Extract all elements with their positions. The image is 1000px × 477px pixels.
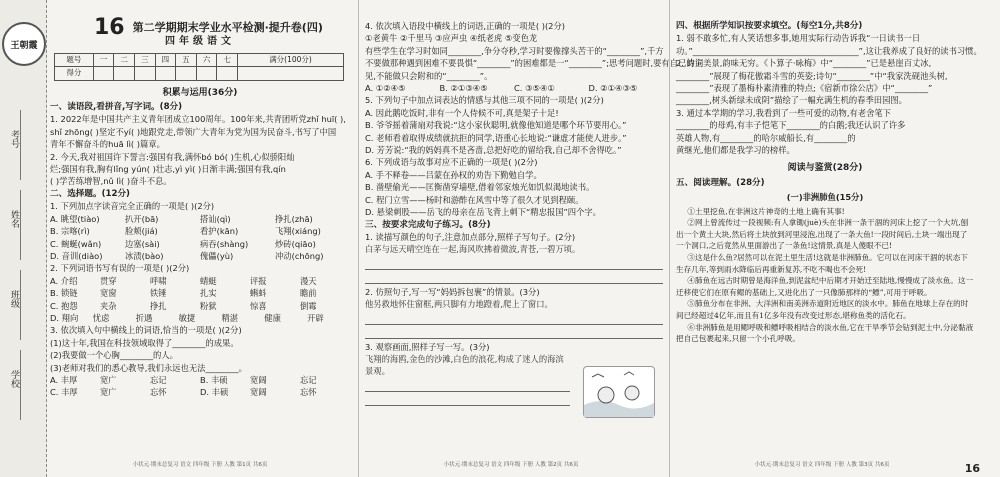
option-row	[50, 250, 350, 262]
header-cell: 五	[176, 53, 197, 66]
header-cell: 一	[93, 53, 114, 66]
question-text: B. 凿壁偷光——匡衡凿穿墙壁,借着邻家烛光如饥似渴地读书。	[365, 182, 595, 193]
question-text: 3. 通过本学期的学习,我看到了一些可爱的动物,有老舍笔下	[676, 107, 891, 118]
question-text: (2)我要做一个心胸________的人。	[50, 350, 178, 361]
answer-line[interactable]	[365, 380, 570, 392]
character-head	[625, 386, 639, 400]
divider	[20, 270, 21, 340]
option-item: A. 眺望(tiào)	[50, 213, 100, 224]
question-heading: 五、阅读理解。(28分)	[676, 177, 765, 188]
question-text: A. 手不释卷——吕蒙在孙权的劝告下勤勉自学。	[365, 169, 542, 180]
answer-line[interactable]	[365, 272, 663, 284]
question-text: 1. 读描写颜色的句子,注意加点部分,照样子写句子。(2分)	[365, 231, 576, 242]
option-item: 蜻蜓	[200, 275, 217, 286]
question-text: ________”展现了梅花傲霜斗雪的英姿;诗句“________”中“我家洗砚池头树,	[676, 70, 948, 81]
answer-line[interactable]	[365, 394, 570, 406]
article-paragraph: ②网上曾流传过一段视频:有人拿锄(juè)头在非洲一条干涸的河床上挖了一个大坑,刨出一个黄土大块,然后将土块放到河里浸泡,出现了一条大鱼!一段时间后,土块一端出现了一个洞口,之后竟然从里面游出了一条鱼!这情景,真是人傻眼不已!	[676, 218, 969, 251]
option-row	[50, 287, 350, 299]
score-cell[interactable]	[238, 67, 344, 80]
option-row	[50, 213, 350, 225]
page-footer: 小状元·期末总复习 语文 四年级 下册 人教 第3页 共6页	[754, 461, 890, 468]
question-text: 烂;强国有我,胸有lǐng yún( )壮志,yì yì( )日渐丰满;强国有我,qín	[50, 164, 286, 175]
header-cell: 满分(100分)	[238, 53, 344, 66]
option-item: 瞻前	[300, 288, 317, 299]
publisher-logo: 王朝霞	[2, 22, 46, 66]
article-paragraph: ④肺鱼在远古时期曾是海洋鱼,到泥盆纪中后期才开始迁至陆地,慢慢成了淡水鱼。这一迁移使它们在原有鳃的基础上,又进化出了一只像肺那样的“鳔”,可用于呼吸。	[676, 276, 974, 297]
option-item: 宽窗	[100, 288, 117, 299]
illustration-image	[583, 366, 655, 418]
question-text: 5. 下列句子中加点词表达的情感与其他三项不同的一项是( )(2分)	[365, 95, 604, 106]
article-paragraph: ①土里挖鱼,在非洲这片神奇的土地上确有其事!	[687, 206, 845, 216]
question-text: (3)老师对我们的悉心教导,我们永远也无法________。	[50, 362, 247, 373]
option-item: 病吞(shàng)	[200, 238, 249, 249]
exam-subtitle: 四年级语文	[165, 36, 235, 48]
option-row	[50, 238, 350, 250]
option-item: D. 音训(diào)	[50, 250, 103, 261]
question-text: B. 爷爷摇着蒲扇对我说:“这小家伙聪明,就像他知道是哪个环节要用心。”	[365, 120, 627, 131]
page-footer: 小状元·期末总复习 语文 四年级 下册 人教 第2页 共6页	[443, 461, 579, 468]
option-item: 呼啸	[150, 275, 167, 286]
question-text: 3. 依次填入句中横线上的词语,恰当的一项是( )(2分)	[50, 325, 242, 336]
question-text: 黄继光,他们都是我学习的榜样。	[676, 145, 795, 156]
question-text: 青年不懈奋斗的huā lì( )篇章。	[50, 139, 165, 150]
question-text: 1. 下列加点字读音完全正确的一项是( )(2分)	[50, 201, 215, 212]
option-item: A. ①②④⑤	[365, 83, 406, 94]
question-text: 2. 诗词美景,韵味无穷。《卜算子·咏梅》中“________”已是悬崖百丈冰,	[676, 58, 932, 69]
article-body	[676, 206, 974, 345]
question-text: shǐ zhōng( )坚定不yí( )地跟党走,带领广大青年为党为国为民奋斗,书写了中国	[50, 126, 337, 137]
score-cell[interactable]	[93, 67, 114, 80]
question-text: ①老黄牛 ②千里马 ③应声虫 ④纸老虎 ⑤变色龙	[365, 33, 538, 44]
question-text: D. 悬梁刺股——岳飞的母亲在岳飞背上刺下“精忠报国”四个字。	[365, 207, 601, 218]
option-item: 脸颊(jiá)	[125, 226, 158, 237]
option-item: 炒砖(qiāo)	[275, 238, 316, 249]
option-item: C. 丰厚	[50, 387, 78, 398]
option-item: A. 丰厚	[50, 374, 78, 385]
question-list	[50, 101, 350, 399]
exam-title: 第二学期期末学业水平检测·提升卷(四)	[132, 21, 323, 34]
example-sentence: 他另救地怀住窗框,两只脚有力地蹬着,爬上了窗口。	[365, 299, 553, 310]
question-text: C. 老师看着取得成绩就抗拒的同学,语重心长地说:“谦虚才能使人进步。”	[365, 132, 627, 143]
option-item: 评报	[250, 275, 267, 286]
option-item: 敏捷	[178, 312, 196, 323]
option-item: 傀儡(yù)	[200, 250, 234, 261]
article-paragraph: ⑤肺鱼分布在非洲、大洋洲和南美洲赤道附近地区的淡水中。肺鱼在地球上存在的时间已经超过4亿年,而且有1亿多年没有改变过形态,堪称鱼类的活化石。	[676, 299, 969, 321]
article-title: (一)非洲肺鱼(15分)	[786, 192, 864, 203]
question-text: (1)这十年,我国在科技领域取得了________的成果。	[50, 337, 239, 348]
option-item: 倒霉	[300, 300, 317, 311]
question-text: 功。”________________________________________”,这让我养成了良好的读书习惯。	[676, 45, 982, 56]
option-item: A. 介绍	[50, 275, 78, 286]
question-text: 见,不能做只会附和的“________”。	[365, 70, 493, 81]
option-item: D. 翔向	[50, 312, 79, 323]
option-item: 精湛	[221, 312, 239, 323]
question-text: 4. 依次填入语段中横线上的词语,正确的一项是( )(2分)	[365, 21, 565, 31]
option-item: 健康	[264, 312, 281, 323]
field-name: 姓名	[9, 210, 19, 228]
option-item: 忘怀	[150, 387, 167, 398]
question-text: ________,树头新绿未成阴”描绘了一幅充满生机的春季田园图。	[676, 95, 907, 106]
option-item: 宽广	[100, 387, 117, 398]
question-heading: 三、按要求完成句子练习。(8分)	[365, 219, 491, 230]
option-item: 挣扎(zhā)	[275, 213, 313, 224]
page-column-3	[669, 0, 982, 477]
article-paragraph: ⑥非洲肺鱼是用鳃呼吸和鳔呼吸相结合的淡水鱼,它在干旱季节会钻到泥土中,分泌黏液把自己包裹起来,只留一个小孔呼吸。	[676, 322, 974, 344]
question-text: 2. 仿照句子,写一写“妈妈拆包裹”的情景。(3分)	[365, 286, 540, 297]
option-item: 铁锤	[150, 288, 167, 299]
field-school: 学校	[9, 370, 19, 388]
option-item: 飞翔(xiáng)	[275, 226, 321, 237]
seagull-shape	[624, 372, 634, 375]
page-column-1	[50, 0, 350, 477]
option-item: 忧虑	[92, 312, 110, 323]
option-item: 扒开(bā)	[125, 213, 159, 224]
question-list	[365, 20, 703, 256]
divider	[20, 110, 21, 180]
score-cell[interactable]	[196, 67, 217, 80]
option-item: 粉狱	[200, 300, 217, 311]
divider	[20, 190, 21, 260]
table-row	[55, 53, 344, 66]
header-cell: 七	[217, 53, 238, 66]
option-item: 宽阔	[250, 374, 267, 385]
option-item: 蝌蚪	[250, 288, 267, 299]
question-text: ________”表现了墨梅朴素清雅的特点;《宿新市徐公店》中“________”	[676, 83, 933, 94]
option-item: 忘记	[300, 374, 317, 385]
option-item: D. ②①④③⑤	[588, 83, 638, 94]
option-item: C. 蜿蜒(wǎn)	[50, 238, 102, 249]
option-item: 冲动(chōng)	[275, 250, 324, 261]
option-item: B. 宗喀(rì)	[50, 226, 90, 237]
option-item: 惊喜	[250, 300, 267, 311]
question-text: 1. 弱不敢多忙,有人笑话想多事,她用实际行动告诉我“一日读书一日	[676, 33, 921, 44]
score-cell[interactable]	[114, 67, 135, 80]
option-row	[50, 374, 350, 386]
option-item: 边塞(sài)	[125, 238, 160, 249]
option-item: 折遇	[135, 312, 153, 323]
question-text: 2. 下列词语书写有误的一项是( )(2分)	[50, 263, 190, 274]
field-exam-number: 考号	[9, 130, 19, 148]
seagull-shape	[592, 374, 604, 377]
question-text: ( )学苦练增智,nǔ lì( )奋斗不息。	[50, 176, 172, 187]
option-row	[50, 386, 350, 398]
answer-line[interactable]	[365, 258, 663, 270]
option-row	[50, 300, 350, 312]
field-class: 班级	[9, 290, 19, 308]
option-item: 夹杂	[100, 300, 117, 311]
option-item: B. 丰硕	[200, 374, 228, 385]
answer-line[interactable]	[365, 327, 663, 339]
header-cell: 二	[114, 53, 135, 66]
question-text: ________的母鸡,有丰子恺笔下________的白鹅;我还认识了许多	[676, 120, 906, 131]
divider	[20, 350, 21, 420]
section-heading: 积累与运用(36分)	[162, 87, 238, 98]
option-item: 搭讪(qì)	[200, 213, 231, 224]
question-list	[676, 20, 982, 156]
page-column-2	[358, 0, 703, 477]
score-cell[interactable]	[155, 67, 176, 80]
option-item: C. 抱怨	[50, 300, 78, 311]
exam-number: 16	[94, 15, 125, 40]
option-row	[50, 225, 350, 237]
header-cell: 三	[135, 53, 156, 66]
question-text: D. 芳芳说:“我的妈妈真不是吝啬,总把好吃的留给我,自己却不舍得吃。”	[365, 145, 622, 156]
header-cell: 六	[196, 53, 217, 66]
question-text: 英雄人物,有________的哈尔威船长,有________的	[676, 132, 856, 143]
option-row	[50, 275, 350, 287]
page-number: 16	[964, 461, 980, 475]
answer-line[interactable]	[365, 313, 663, 325]
option-item: 挣扎	[150, 300, 167, 311]
score-cell: 得分	[55, 67, 94, 80]
option-item: B. 锁链	[50, 288, 78, 299]
wave-shape	[584, 401, 654, 417]
score-cell[interactable]	[217, 67, 238, 80]
example-sentence: 飞翔的海鸥,金色的沙滩,白色的浪花,构成了迷人的海滨景观。	[365, 353, 564, 377]
option-item: 宽广	[100, 374, 117, 385]
question-text: 6. 下列成语与故事对应不正确的一项是( )(2分)	[365, 157, 538, 168]
option-item: 忘记	[150, 374, 167, 385]
binding-strip	[0, 0, 47, 477]
option-row	[365, 82, 663, 94]
question-text: 3. 观察画面,照样子写一写。(3分)	[365, 341, 490, 352]
question-heading: 一、读语段,看拼音,写字词。(8分)	[50, 102, 183, 113]
option-item: 漫天	[300, 275, 317, 286]
score-table	[54, 53, 344, 81]
question-text: C. 程门立雪——杨时和游酢在风雪中等了很久才见到程颐。	[365, 194, 584, 205]
question-text: 1. 2022年是中国共产主义青年团成立100周年。100年来,共青团听党zhǐ huī( ),	[50, 114, 346, 125]
option-item: 冰渍(bào)	[125, 250, 164, 261]
option-item: 忘怀	[300, 387, 317, 398]
question-text: 有些学生在学习时如同________,争分夺秒,学习时要像撑头苦干的“________”,千方	[365, 45, 664, 56]
header-cell: 题号	[55, 53, 94, 66]
example-sentence: 白茅与远天晴空连在一起,海风吹拂着微波,青苍,一碧万顷。	[365, 244, 581, 255]
option-row	[50, 312, 350, 324]
score-cell[interactable]	[135, 67, 156, 80]
score-cell[interactable]	[176, 67, 197, 80]
article-paragraph: ③这是什么鱼?居然可以在泥土里生活!这就是非洲肺鱼。它可以在河床干涸的状态下生存几年,等到雨水降临后再重新复苏,不吃不喝也不会死!	[676, 253, 968, 274]
option-item: 开辟	[307, 312, 324, 323]
character-head	[598, 387, 614, 403]
option-item: 扎实	[200, 288, 217, 299]
option-item: 看护(kān)	[200, 226, 239, 237]
question-text: 不要做那种遇到困难不要畏惧“________”的困难都是一“________”;思考问题时,要有自己的主	[365, 58, 703, 69]
question-text: 2. 今天,我对祖国许下誓言:强国有我,满怀bó bó( )生机,心似骄阳灿	[50, 151, 295, 162]
exam-header	[50, 15, 350, 40]
page-footer: 小状元·期末总复习 语文 四年级 下册 人教 第1页 共6页	[132, 461, 268, 468]
question-heading: 四、根据所学知识按要求填空。(每空1分,共8分)	[676, 21, 863, 31]
option-item: C. ③⑤④①	[514, 83, 555, 94]
option-item: 宽阔	[250, 387, 267, 398]
question-heading: 二、选择题。(12分)	[50, 188, 130, 199]
header-cell: 四	[155, 53, 176, 66]
question-text: A. 因此鹅吃饭时,非有一个人侍候不可,真是架子十足!	[365, 107, 559, 118]
section-heading: 阅读与鉴赏(28分)	[787, 163, 863, 174]
option-item: 贯穿	[100, 275, 117, 286]
table-row	[55, 67, 344, 80]
option-item: B. ②①③④⑤	[439, 83, 488, 94]
option-item: D. 丰硕	[200, 387, 229, 398]
